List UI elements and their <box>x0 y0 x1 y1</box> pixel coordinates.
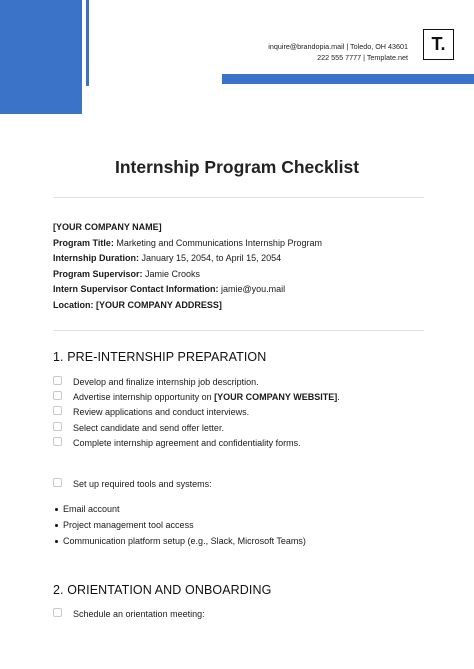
decorative-blue-bar <box>222 74 474 84</box>
contact-info <box>268 41 408 63</box>
bullet-icon <box>55 524 58 527</box>
template-logo: T. <box>423 29 454 60</box>
checklist-item[interactable] <box>53 609 205 619</box>
contact-value: jamie@you.mail <box>218 284 286 294</box>
bullet-icon <box>55 540 58 543</box>
decorative-blue-line <box>86 0 89 86</box>
contact-line-1: inquire@brandopia.mail | Toledo, OH 43601 <box>268 42 408 51</box>
supervisor-label: Program Supervisor: <box>53 268 143 279</box>
section-heading-orientation: 2. ORIENTATION AND ONBOARDING <box>53 583 272 597</box>
checkbox[interactable] <box>53 608 62 617</box>
checklist-item[interactable] <box>53 438 301 448</box>
checklist-item-label: Schedule an orientation meeting: <box>73 609 205 619</box>
decorative-blue-block <box>0 0 82 114</box>
program-title-label: Program Title: <box>53 237 114 248</box>
list-item: Project management tool access <box>55 517 306 533</box>
checkbox[interactable] <box>53 478 62 487</box>
divider-top <box>53 197 424 198</box>
program-title-value: Marketing and Communications Internship Program <box>113 237 322 248</box>
checklist-item-label: Set up required tools and systems: <box>73 479 212 489</box>
duration-label: Internship Duration: <box>53 253 139 263</box>
document-title: Internship Program Checklist <box>114 157 360 177</box>
checklist-item-label: Review applications and conduct interviews. <box>73 407 250 417</box>
list-item: Communication platform setup (e.g., Slack, Microsoft Teams) <box>55 533 306 549</box>
checklist-item[interactable] <box>53 377 259 387</box>
checkbox[interactable] <box>53 437 62 446</box>
contact-label: Intern Supervisor Contact Information: <box>53 284 219 294</box>
contact-line-2: 222 555 7777 | Template.net <box>317 53 408 62</box>
tools-list <box>55 501 306 549</box>
bullet-icon <box>55 508 58 511</box>
checklist-item-label: Select candidate and send offer letter. <box>73 423 224 433</box>
checkbox[interactable] <box>53 406 62 415</box>
section-heading-pre-internship: 1. PRE-INTERNSHIP PREPARATION <box>53 350 267 364</box>
checklist-item[interactable] <box>53 423 224 433</box>
checklist-item[interactable] <box>53 392 340 402</box>
checklist-item-label: Complete internship agreement and confidentiality forms. <box>73 438 301 448</box>
checkbox[interactable] <box>53 376 62 385</box>
checklist-item[interactable] <box>53 407 249 417</box>
company-website-placeholder: [YOUR COMPANY WEBSITE] <box>214 392 338 402</box>
checkbox[interactable] <box>53 391 62 400</box>
checklist-item-label: Advertise internship opportunity on [YOUR COMPANY WEBSITE]. <box>73 392 340 402</box>
list-item: Email account <box>55 501 306 517</box>
supervisor-value: Jamie Crooks <box>142 268 201 279</box>
checklist-item[interactable] <box>53 479 212 489</box>
company-name: [YOUR COMPANY NAME] <box>53 222 162 232</box>
program-info <box>53 220 322 313</box>
divider-middle <box>53 330 424 331</box>
checkbox[interactable] <box>53 422 62 431</box>
duration-value: January 15, 2054, to April 15, 2054 <box>139 253 282 263</box>
location-label: Location: <box>53 299 94 310</box>
checklist-item-label: Develop and finalize internship job description. <box>73 377 259 387</box>
location-value: [YOUR COMPANY ADDRESS] <box>93 299 222 310</box>
